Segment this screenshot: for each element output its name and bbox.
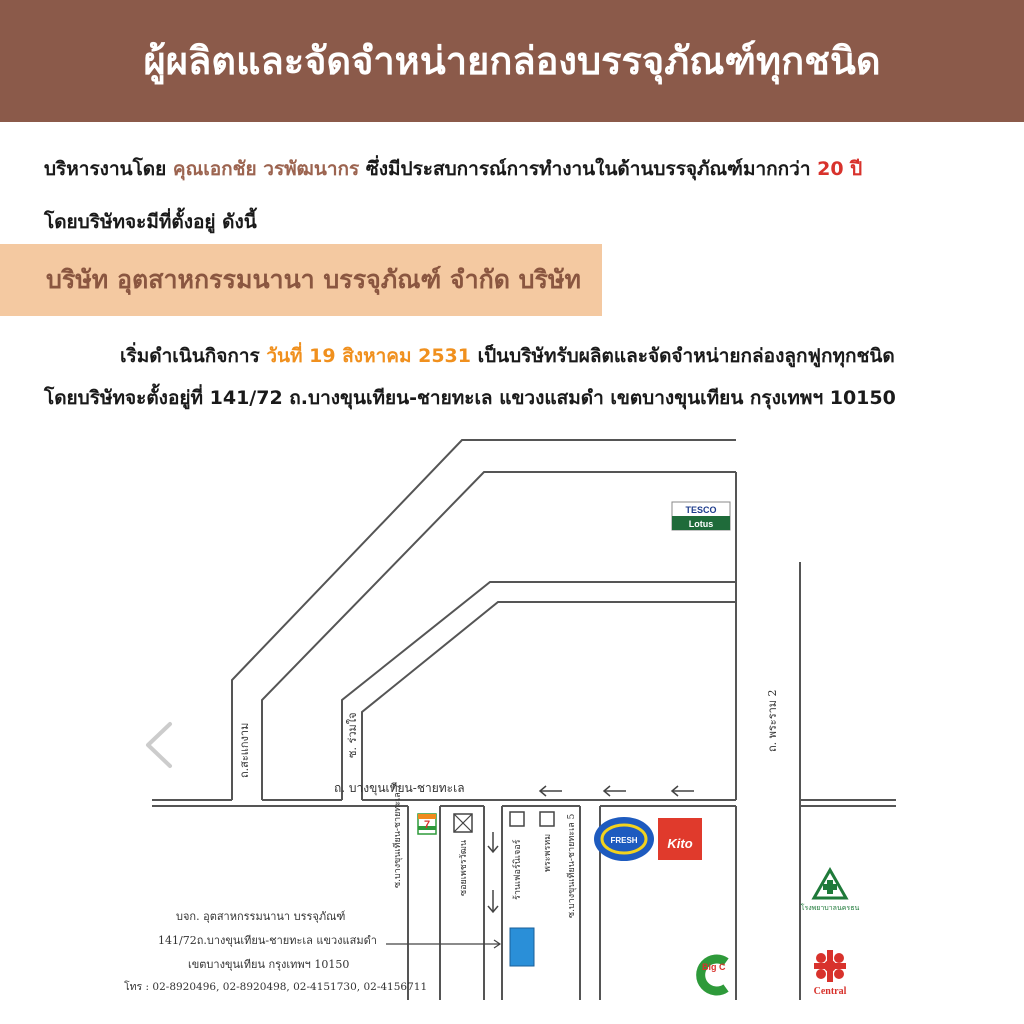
company-name: บริษัท อุตสาหกรรมนานา บรรจุภัณฑ์ จำกัด บริษัท: [46, 265, 581, 294]
chevron-left-icon[interactable]: [140, 720, 180, 770]
history-line-1: [120, 341, 895, 371]
history-suffix: เป็นบริษัทรับผลิตและจัดจำหน่ายกล่องลูกฟูกทุกชนิด: [471, 345, 895, 367]
intro-line-1: [44, 154, 862, 184]
petch-soi-label: ซอยเพชรวัฒน: [459, 839, 469, 896]
tesco-label: TESCO: [685, 505, 717, 515]
big-c-logo: [694, 956, 728, 992]
company-location-marker: [510, 928, 534, 966]
rama2-road-label: ถ. พระราม 2: [766, 689, 779, 752]
central-label: Central: [813, 986, 847, 997]
fresh-market-logo: [594, 817, 654, 861]
soi5-label: ซ.บางขุนเทียน-ชายทะเล 5: [567, 813, 577, 918]
hospital-label: โรงพยาบาลนครธน: [800, 904, 860, 912]
intro-prefix: บริหารงานโดย: [44, 158, 173, 180]
seven-eleven-logo: [418, 814, 436, 834]
address-line-1: บจก. อุตสาหกรรมนานา บรรจุภัณฑ์: [176, 910, 346, 923]
page-title: ผู้ผลิตและจัดจำหน่ายกล่องบรรจุภัณฑ์ทุกชนิด: [143, 39, 881, 83]
fresh-label: FRESH: [610, 836, 638, 845]
tesco-lotus-logo: [672, 502, 730, 530]
kito-label: Kito: [667, 836, 693, 851]
years-experience: 20 ปี: [817, 158, 863, 180]
company-name-band: [0, 244, 602, 316]
manager-name: คุณเอกชัย วรพัฒนากร: [172, 158, 360, 180]
pra-shop-label: พระพรหม: [543, 833, 553, 872]
intro-line-2: โดยบริษัทจะมีที่ตั้งอยู่ ดังนี้: [44, 211, 257, 233]
furniture-shop-marker: [510, 812, 524, 826]
furniture-shop-label: ร้านเฟอร์นิเจอร์: [513, 839, 523, 900]
main-road-label: ถ. บางขุนเทียน-ชายทะเล: [334, 781, 465, 795]
address-line-3: เขตบางขุนเทียน กรุงเทพฯ 10150: [188, 958, 350, 971]
bigc-label: Big C: [702, 962, 726, 972]
history-line-2: โดยบริษัทจะตั้งอยู่ที่ 141/72 ถ.บางขุนเทียน-ชายทะเล แขวงแสมดำ เขตบางขุนเทียน กรุงเทพฯ 10150: [44, 387, 896, 409]
address-line-2: 141/72ถ.บางขุนเทียน-ชายทะเล แขวงแสมดำ: [158, 934, 377, 947]
header-bar: [0, 0, 1024, 122]
address-block: [124, 910, 427, 993]
ruamjai-soi-label: ซ. ร่วมใจ: [346, 712, 359, 758]
history-prefix: เริ่มดำเนินกิจการ: [120, 345, 267, 367]
sakaengam-road-label: ถ.สะแกงาม: [238, 722, 251, 778]
lotus-label: Lotus: [688, 519, 714, 529]
central-logo: [814, 950, 847, 997]
seven-label: 7: [423, 819, 431, 831]
hospital-logo: [801, 870, 860, 912]
pra-shop-marker: [540, 812, 554, 826]
intro-middle: ซึ่งมีประสบการณ์การทำงานในด้านบรรจุภัณฑ์มากกว่า: [359, 158, 818, 180]
kito-logo: [658, 818, 702, 860]
soi7-label: ซ.บางขุนเทียน-ชายทะเล 7: [393, 783, 403, 888]
founding-date: วันที่ 19 สิงหาคม 2531: [266, 345, 471, 367]
phone-numbers: โทร : 02-8920496, 02-8920498, 02-4151730, 02-4156711: [124, 981, 428, 993]
